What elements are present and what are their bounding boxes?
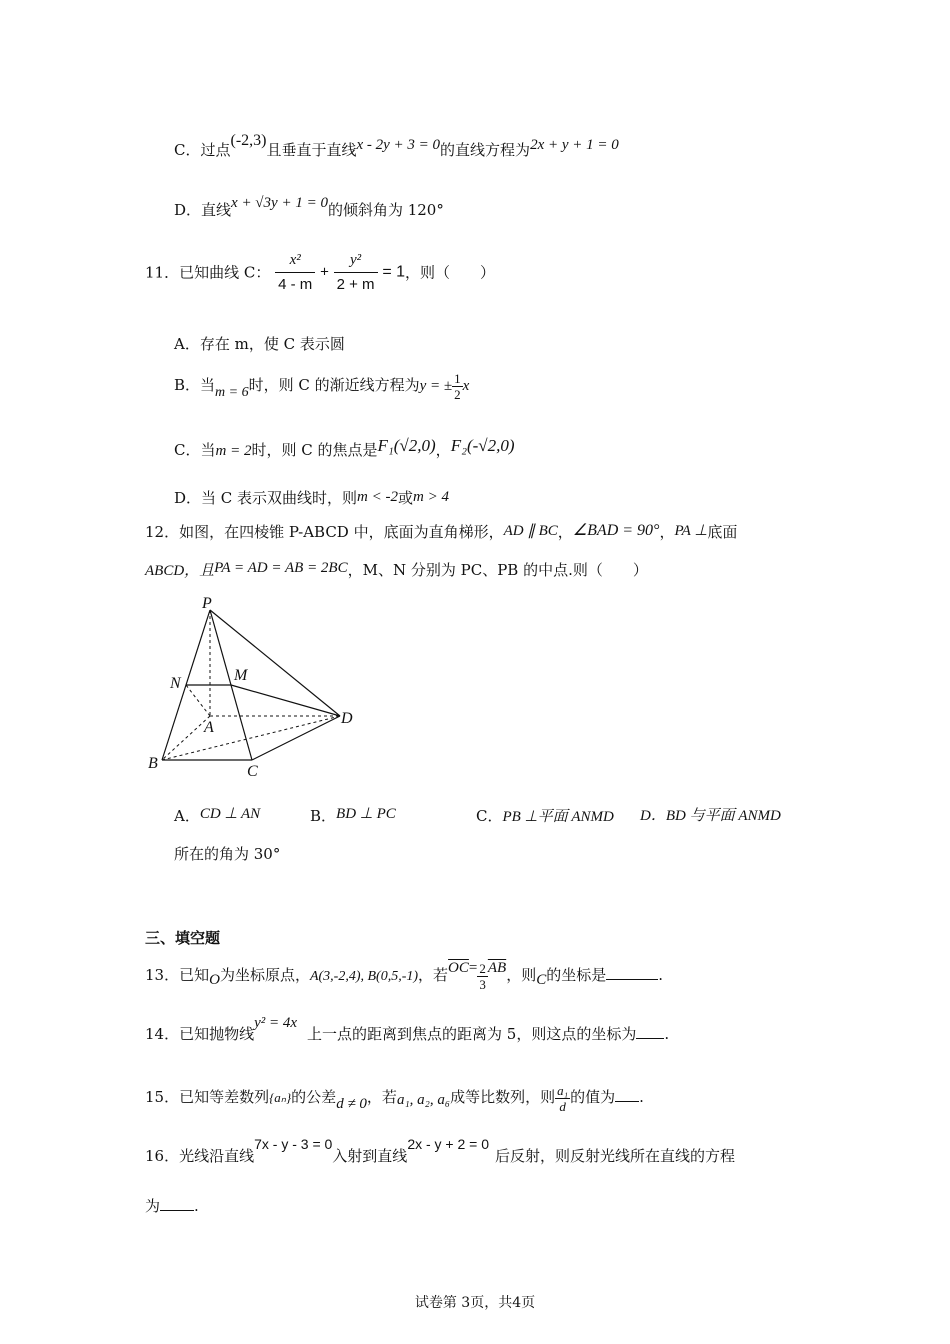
- edge-an: [186, 685, 210, 716]
- q10-d-label: D．直线: [174, 201, 232, 219]
- edge-cd: [252, 716, 340, 760]
- label-p: P: [202, 595, 212, 612]
- q13: 13．已知O为坐标原点，A(3,-2,4), B(0,5,-1)，若$\overline{OC}=$ $\frac{2}{3}$ $\overline{AB}$，则C的坐标是 .: [145, 960, 664, 992]
- q12-a-expr: CD ⊥ AN: [199, 806, 261, 822]
- q16-answer-blank[interactable]: [160, 1196, 194, 1211]
- q10-d-tail: 的倾斜角为 120°: [327, 201, 444, 219]
- q15-seq: {aₙ}: [269, 1090, 292, 1105]
- q11-stem: [145, 248, 495, 297]
- label-b: B: [148, 755, 158, 772]
- q12-stem-line2: ABCD，且PA = AD = AB = 2BC，M、N 分别为 PC、PB 的中点.则（ ）: [145, 560, 648, 579]
- q13-vec-ab: $\overline{AB}$: [487, 960, 507, 976]
- q13-frac: $\frac{2}{3}$: [479, 960, 486, 992]
- section-title: 三、填空题: [145, 929, 221, 947]
- q11-c-f2: F₂(-√2,0): [450, 436, 515, 455]
- q12-option-b: B．BD ⊥ PC: [310, 806, 396, 825]
- q11-option-b: B．当m = 6时，则 C 的渐近线方程为y = ± $\frac{1}{2}$ x: [174, 370, 470, 402]
- page-footer: 试卷第 3页，共4页: [414, 1295, 536, 1311]
- label-d: D: [341, 710, 353, 727]
- q10-d-line: x + √3y + 1 = 0: [231, 195, 328, 211]
- q12-b-expr: BD ⊥ PC: [336, 806, 396, 822]
- q15-cond: d ≠ 0: [336, 1096, 367, 1112]
- q10-c-mid: 且垂直于直线: [266, 141, 357, 159]
- q10-option-c: [174, 132, 619, 161]
- q10-c-label: C．过点: [174, 141, 231, 159]
- q11-rhs: = 1: [382, 263, 406, 281]
- q11-b-eq: y = ±: [419, 378, 453, 394]
- q14: 14．已知抛物线y² = 4x上一点的距离到焦点的距离为 5，则这点的坐标为 .: [145, 1015, 670, 1043]
- q16-line1: 7x - y - 3 = 0: [254, 1136, 333, 1152]
- q11-label: 11．已知曲线 C：: [145, 263, 271, 282]
- q10-c-answer: 2x + y + 1 = 0: [530, 137, 619, 153]
- q15-answer-blank[interactable]: [615, 1087, 639, 1102]
- q11-option-c: C．当m = 2时，则 C 的焦点是F₁(√2,0)，F₂(-√2,0): [174, 436, 515, 459]
- q15-terms: a₁, a₂, a₆: [396, 1092, 451, 1108]
- edge-pd: [210, 610, 340, 716]
- edge-md: [231, 685, 340, 716]
- q13-answer-blank[interactable]: [606, 965, 658, 980]
- q11-b-frac: $\frac{1}{2}$: [454, 370, 461, 402]
- q14-eq: y² = 4x: [254, 1015, 298, 1031]
- q12-option-a: A．CD ⊥ AN: [174, 806, 261, 825]
- q12-option-d: D．BD 与平面 ANMD: [640, 808, 781, 824]
- label-a: A: [204, 719, 214, 736]
- label-c: C: [247, 763, 258, 780]
- q12-cond1: AD ∥ BC: [503, 523, 558, 539]
- q12-c-expr: PB ⊥: [502, 809, 538, 825]
- pyramid-figure: [140, 590, 380, 790]
- edge-bd: [162, 716, 340, 760]
- q12-stem-line1: 12．如图，在四棱锥 P-ABCD 中，底面为直角梯形，AD ∥ BC，∠BAD = 90°，PA ⊥底面: [145, 522, 738, 541]
- q11-d-c1: m < -2: [357, 489, 398, 505]
- q15: 15．已知等差数列{aₙ}的公差d ≠ 0，若a₁, a₂, a₆成等比数列，则 $\frac{\text{a₁}}{d}$ 的值为 .: [145, 1082, 644, 1114]
- q11-c-f1: F₁(√2,0): [377, 436, 436, 455]
- q11-tail: ，则（ ）: [405, 263, 496, 282]
- q10-c-point: (-2,3): [230, 132, 267, 149]
- q10-c-tail: 的直线方程为: [440, 141, 531, 159]
- q11-frac-y: $\frac{\text{y²}}{2 + m}$: [334, 248, 378, 297]
- label-n: N: [170, 675, 181, 692]
- q15-frac: $\frac{\text{a₁}}{d}$: [557, 1082, 569, 1114]
- q12-cond4: PA = AD = AB = 2BC: [214, 560, 348, 576]
- q11-c-cond: m = 2: [215, 443, 252, 459]
- q12-cond3: PA ⊥: [674, 523, 708, 539]
- q13-points: A(3,-2,4), B(0,5,-1): [309, 969, 419, 984]
- q11-b-cond: m = 6: [215, 385, 249, 400]
- q13-vec-oc: $\overline{OC}$: [448, 960, 469, 976]
- q12-cond2: ∠BAD = 90°: [572, 522, 660, 539]
- q14-answer-blank[interactable]: [636, 1024, 664, 1039]
- q11-plus: +: [320, 263, 329, 281]
- q16-cont: 为 .: [145, 1197, 199, 1215]
- q11-d-c2: m > 4: [413, 489, 449, 505]
- q16: 16．光线沿直线7x - y - 3 = 0入射到直线2x - y + 2 = 0后反射，则反射光线所在直线的方程: [145, 1136, 736, 1165]
- q11-option-a: A．存在 m，使 C 表示圆: [174, 335, 345, 353]
- label-m: M: [234, 667, 248, 684]
- q11-option-d: D．当 C 表示双曲线时，则m < -2或m > 4: [174, 489, 449, 507]
- q10-option-d: [174, 195, 444, 221]
- q11-frac-x: $\frac{\text{x²}}{4 - m}$: [275, 248, 315, 297]
- q16-line2: 2x - y + 2 = 0: [407, 1136, 490, 1152]
- q12-option-d-cont: 所在的角为 30°: [174, 845, 281, 863]
- q12-option-c: C．PB ⊥平面 ANMD: [476, 807, 614, 825]
- q10-c-line: x - 2y + 3 = 0: [356, 137, 441, 153]
